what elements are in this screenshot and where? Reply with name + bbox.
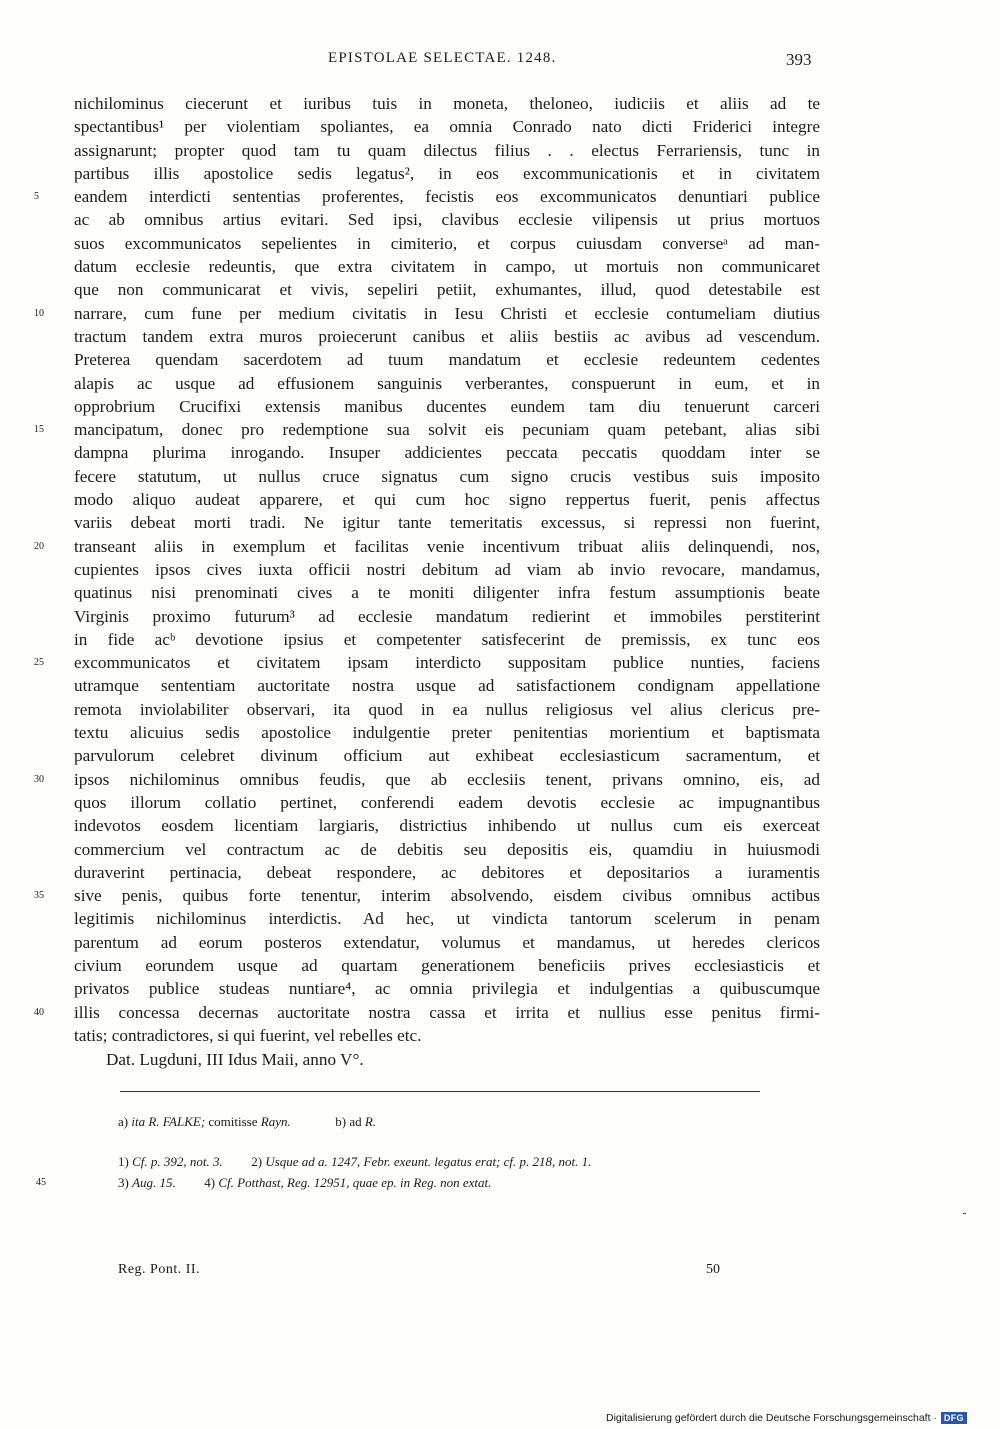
note-a-source: ita R. FALKE; bbox=[131, 1114, 206, 1129]
line-text: datum ecclesie redeuntis, que extra civitatem in campo, ut mortuis non communicaret bbox=[74, 257, 820, 277]
running-title: EPISTOLAE SELECTAE. 1248. bbox=[328, 50, 557, 66]
text-line bbox=[74, 907, 820, 930]
line-text: assignarunt; propter quod tam tu quam dilectus filius . . electus Ferrariensis, tunc in bbox=[74, 140, 820, 160]
line-text: sive penis, quibus forte tenentur, interim absolvendo, eisdem civibus omnibus actibus bbox=[74, 886, 820, 906]
digitization-text: Digitalisierung gefördert durch die Deutsche Forschungsgemeinschaft · bbox=[606, 1412, 937, 1424]
line-text: duraverint pertinacia, debeat respondere, ac debitores et depositarios a iuramentis bbox=[74, 862, 820, 882]
footnotes bbox=[36, 1151, 818, 1193]
text-line bbox=[74, 838, 820, 861]
line-text: civium eorundem usque ad quartam generationem beneficiis prives ecclesiasticis et bbox=[74, 955, 820, 975]
footnote-divider bbox=[120, 1091, 760, 1092]
line-number: 20 bbox=[34, 540, 44, 552]
text-line bbox=[34, 1001, 820, 1024]
line-number: 5 bbox=[34, 191, 39, 203]
text-line bbox=[74, 511, 820, 534]
line-text: excommunicatos et civitatem ipsam interdicto suppositam publice nunties, faciens bbox=[74, 653, 820, 673]
line-text: modo aliquo audeat apparere, et qui cum hoc signo reppertus fuerit, penis affectus bbox=[74, 490, 820, 510]
line-text: textu alicuius sedis apostolice indulgentie preter penitentias morientium et baptismata bbox=[74, 723, 820, 743]
text-line bbox=[74, 278, 820, 301]
line-text: cupientes ipsos cives iuxta officii nostri debitum ad viam ab invio revocare, mandamus, bbox=[74, 559, 820, 579]
text-line bbox=[74, 674, 820, 697]
dating-clause: Dat. Lugduni, III Idus Maii, anno V°. bbox=[106, 1050, 364, 1069]
line-text: ipsos nichilominus omnibus feudis, que ab ecclesiis tenent, privans omnino, eis, ad bbox=[74, 769, 820, 789]
text-line bbox=[74, 698, 820, 721]
line-number: 15 bbox=[34, 424, 44, 436]
footnote-1-text: Cf. p. 392, not. 3. bbox=[132, 1154, 223, 1169]
line-text: mancipatum, donec pro redemptione sua solvit eis pecuniam quam petebant, alias sibi bbox=[74, 420, 820, 440]
text-line bbox=[74, 465, 820, 488]
text-line bbox=[34, 418, 820, 441]
text-line bbox=[74, 92, 820, 115]
line-text: quos illorum collatio pertinet, conferendi eadem devotis ecclesie ac impugnantibus bbox=[74, 792, 820, 812]
line-text: nichilominus ciecerunt et iuribus tuis in moneta, theloneo, iudiciis et aliis ad te bbox=[74, 94, 820, 113]
footnote-line bbox=[118, 1151, 818, 1172]
line-text: spectantibus¹ per violentiam spoliantes, ea omnia Conrado nato dicti Friderici integre bbox=[74, 117, 820, 137]
line-number: 30 bbox=[34, 773, 44, 785]
text-line bbox=[34, 884, 820, 907]
line-text: Preterea quendam sacerdotem ad tuum mandatum et ecclesie redeuntem cedentes bbox=[74, 350, 820, 370]
text-line bbox=[74, 255, 820, 278]
note-a-marker: a) bbox=[118, 1114, 129, 1129]
line-number: 40 bbox=[34, 1006, 44, 1018]
line-text: eandem interdicti sententias proferentes, fecistis eos excommunicatos denuntiari publice bbox=[74, 187, 820, 207]
digitization-credit bbox=[606, 1412, 967, 1424]
line-text: alapis ac usque ad effusionem sanguinis verberantes, conspuerunt in eum, et in bbox=[74, 373, 820, 393]
text-line bbox=[74, 977, 820, 1000]
line-text: legitimis nichilominus interdictis. Ad hec, ut vindicta tantorum scelerum in penam bbox=[74, 909, 820, 929]
page-header bbox=[0, 50, 1000, 74]
text-line bbox=[74, 791, 820, 814]
text-line bbox=[74, 162, 820, 185]
line-text: parentum ad eorum posteros extendatur, volumus et mandamus, ut heredes clericos bbox=[74, 932, 820, 952]
scan-artifact bbox=[963, 1213, 966, 1214]
text-line bbox=[74, 348, 820, 371]
text-line bbox=[74, 1024, 820, 1047]
footnote-line bbox=[36, 1172, 818, 1193]
line-text: suos excommunicatos sepelientes in cimiterio, et corpus cuiusdam converseᵃ ad man- bbox=[74, 233, 820, 253]
text-line bbox=[74, 372, 820, 395]
text-line bbox=[34, 302, 820, 325]
line-text: commercium vel contractum ac de debitis seu depositis eis, quamdiu in huiusmodi bbox=[74, 839, 820, 859]
textual-notes bbox=[118, 1114, 376, 1130]
text-line bbox=[74, 115, 820, 138]
line-text: opprobrium Crucifixi extensis manibus ducentes eundem tam diu tenuerunt carceri bbox=[74, 396, 820, 416]
line-text: remota inviolabiliter observari, ita quod in ea nullus religiosus vel alius clericus pre- bbox=[74, 699, 820, 719]
footnote-1-number: 1) bbox=[118, 1154, 129, 1169]
text-line bbox=[74, 232, 820, 255]
line-text: illis concessa decernas auctoritate nostra cassa et irrita et nullius esse penitus firmi- bbox=[74, 1002, 820, 1022]
signature-mark: Reg. Pont. II. bbox=[118, 1262, 201, 1277]
text-line bbox=[34, 768, 820, 791]
line-text: transeant aliis in exemplum et facilitas venie incentivum tribuat aliis delinquendi, nos, bbox=[74, 536, 820, 556]
line-number: 10 bbox=[34, 307, 44, 319]
line-text: que non communicarat et vivis, sepeliri petiit, exhumantes, illud, quod detestabile est bbox=[74, 280, 820, 300]
text-line bbox=[74, 441, 820, 464]
line-text: indevotos eosdem licentiam largiaris, districtius inhibendo ut nullus cum eis exerceat bbox=[74, 816, 820, 836]
footnote-2-number: 2) bbox=[251, 1154, 263, 1169]
text-line bbox=[74, 861, 820, 884]
footnote-3-number: 3) bbox=[118, 1175, 129, 1190]
line-text: tractum tandem extra muros proiecerunt canibus et aliis bestiis ac avibus ad vescendum. bbox=[74, 326, 820, 346]
letter-body bbox=[34, 92, 820, 1047]
text-line bbox=[74, 721, 820, 744]
note-b-reading: ad bbox=[349, 1114, 362, 1129]
line-text: narrare, cum fune per medium civitatis in Iesu Christi et ecclesie contumeliam diutius bbox=[74, 303, 820, 323]
line-text: fecere statutum, ut nullus cruce signatus cum signo crucis vestibus suis imposito bbox=[74, 466, 820, 486]
footnote-3-text: Aug. 15. bbox=[132, 1175, 176, 1190]
line-text: partibus illis apostolice sedis legatus², in eos excommunicationis et in civitatem bbox=[74, 163, 820, 183]
line-text: tatis; contradictores, si qui fuerint, vel rebelles etc. bbox=[74, 1025, 422, 1045]
page-number: 393 bbox=[786, 50, 812, 69]
line-number: 45 bbox=[36, 1177, 46, 1188]
footnote-4-number: 4) bbox=[204, 1175, 216, 1190]
footnote-2-text: Usque ad a. 1247, Febr. exeunt. legatus erat; cf. p. 218, not. 1. bbox=[265, 1154, 592, 1169]
line-text: in fide acᵇ devotione ipsius et competenter satisfecerint de premissis, ex tunc eos bbox=[74, 629, 820, 649]
line-text: dampna plurima inrogando. Insuper addicientes peccata peccatis quoddam inter se bbox=[74, 443, 820, 463]
text-line bbox=[74, 744, 820, 767]
text-line bbox=[74, 558, 820, 581]
line-text: parvulorum celebret divinum officium aut exhibeat ecclesiasticum sacramentum, et bbox=[74, 746, 820, 766]
line-text: ac ab omnibus artius evitari. Sed ipsi, clavibus ecclesie vilipensis ut prius mortuos bbox=[74, 210, 820, 230]
line-number: 25 bbox=[34, 657, 44, 669]
footnote-4-text: Cf. Potthast, Reg. 12951, quae ep. in Reg. non extat. bbox=[218, 1175, 492, 1190]
text-line bbox=[34, 185, 820, 208]
line-text: privatos publice studeas nuntiare⁴, ac omnia privilegia et indulgentias a quibuscumque bbox=[74, 979, 820, 999]
text-line bbox=[74, 814, 820, 837]
text-line bbox=[74, 581, 820, 604]
line-text: utramque sententiam auctoritate nostra usque ad satisfactionem condignam appellatione bbox=[74, 676, 820, 696]
line-text: variis debeat morti tradi. Ne igitur tante temeritatis excessus, si repressi non fuerint, bbox=[74, 513, 820, 533]
text-line bbox=[74, 139, 820, 162]
text-line bbox=[74, 208, 820, 231]
text-line bbox=[34, 535, 820, 558]
note-b-marker: b) bbox=[335, 1114, 347, 1129]
line-text: quatinus nisi prenominati cives a te moniti diligenter infra festum assumptionis beate bbox=[74, 583, 820, 603]
line-text: Virginis proximo futurum³ ad ecclesie mandatum redierint et immobiles perstiterint bbox=[74, 606, 820, 626]
text-line bbox=[74, 395, 820, 418]
text-line bbox=[74, 488, 820, 511]
note-a-witness: Rayn. bbox=[260, 1114, 291, 1129]
text-line bbox=[34, 651, 820, 674]
text-line bbox=[74, 605, 820, 628]
gathering-number: 50 bbox=[706, 1262, 720, 1277]
note-b-witness: R. bbox=[364, 1114, 377, 1129]
text-line bbox=[74, 931, 820, 954]
note-a-reading: comitisse bbox=[208, 1114, 258, 1129]
line-number: 35 bbox=[34, 890, 44, 902]
dfg-logo-icon: DFG bbox=[941, 1412, 967, 1424]
text-line bbox=[74, 628, 820, 651]
text-line bbox=[74, 325, 820, 348]
text-line bbox=[74, 954, 820, 977]
